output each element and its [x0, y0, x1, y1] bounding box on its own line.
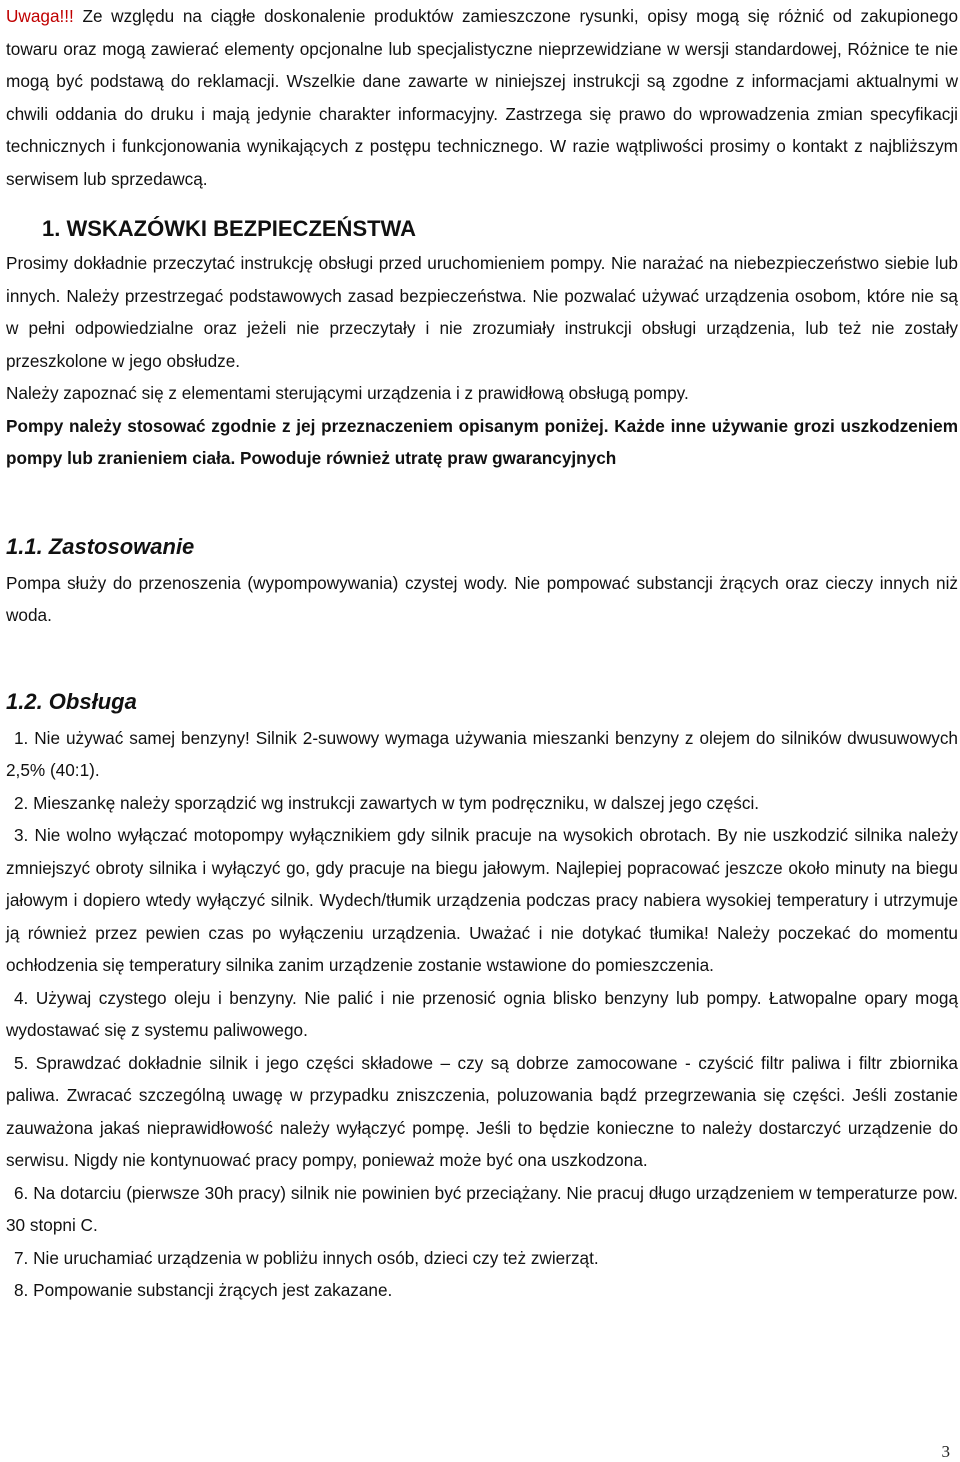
list-item-text: 5. Sprawdzać dokładnie silnik i jego części składowe – czy są dobrze zamocowane - czyścić filtr paliwa i filtr zbiornika paliwa. Zwracać szczególną uwagę w przypadku zniszczenia, poluzowania bądź przegrzewania się części. Jeśli zostanie zauważona jakaś nieprawidłowość należy wyłączyć pompę. Jeśli to będzie konieczne to należy dostarczyć urządzenie do serwisu. Nigdy nie kontynuować pracy pompy, ponieważ może być ona uszkodzona.: [6, 1052, 958, 1170]
list-item-text: 4. Używaj czystego oleju i benzyny. Nie palić i nie przenosić ognia blisko benzyny lub pompy. Łatwopalne opary mogą wydostawać się z systemu paliwowego.: [6, 987, 958, 1040]
intro-paragraph: [6, 0, 958, 195]
safety-bold-paragraph: Pompy należy stosować zgodnie z jej przeznaczeniem opisanym poniżej. Każde inne używanie grozi uszkodzeniem pompy lub zranieniem ciała. Powoduje również utratę praw gwarancyjnych: [6, 415, 958, 468]
application-paragraph: Pompa służy do przenoszenia (wypompowywania) czystej wody. Nie pompować substancji żrących oraz cieczy innych niż woda.: [6, 572, 958, 625]
list-item: [6, 1274, 958, 1307]
safety-paragraph-1: Prosimy dokładnie przeczytać instrukcję obsługi przed uruchomieniem pompy. Nie narażać na niebezpieczeństwo siebie lub innych. Należy przestrzegać podstawowych zasad bezpieczeństwa. Nie pozwalać używać urządzenia osobom, które nie są w pełni odpowiedzialne oraz jeżeli nie przeczytały i nie zrozumiały instrukcji obsługi urządzenia, lub też nie zostały przeszkolone w jego obsłudze.: [6, 253, 958, 371]
section-title-operation: 1.2. Obsługa: [6, 688, 137, 714]
list-item: [6, 787, 958, 820]
operation-list: [6, 722, 958, 1307]
list-item-text: 6. Na dotarciu (pierwsze 30h pracy) silnik nie powinien być przeciążany. Nie pracuj długo urządzeniem w temperaturze pow. 30 stopni C.: [6, 1182, 958, 1235]
warning-label: Uwaga!!!: [6, 6, 83, 26]
list-item: [6, 819, 958, 982]
list-item-text: 8. Pompowanie substancji żrących jest zakazane.: [14, 1280, 393, 1300]
list-item: [6, 982, 958, 1047]
list-item-text: 7. Nie uruchamiać urządzenia w pobliżu innych osób, dzieci czy też zwierząt.: [14, 1247, 599, 1268]
page-number: 3: [941, 1442, 950, 1461]
section-title-safety: 1. WSKAZÓWKI BEZPIECZEŃSTWA: [42, 216, 416, 241]
intro-text: Ze względu na ciągłe doskonalenie produktów zamieszczone rysunki, opisy mogą się różnić od zakupionego towaru oraz mogą zawierać elementy opcjonalne lub specjalistyczne nieprzewidziane w wersji standardowej, Różnice te nie mogą być podstawą do reklamacji. Wszelkie dane zawarte w niniejszej instrukcji są zgodne z informacjami aktualnymi w chwili oddania do druku i mają jedynie charakter informacyjny. Zastrzega się prawo do wprowadzenia zmian specyfikacji technicznych i funkcjonowania wynikających z postępu technicznego. W razie wątpliwości prosimy o kontakt z najbliższym serwisem lub sprzedawcą.: [6, 6, 959, 189]
safety-paragraph-2: Należy zapoznać się z elementami sterującymi urządzenia i z prawidłową obsługą pompy.: [6, 383, 689, 403]
document-page: [6, 0, 958, 1307]
list-item: [6, 1242, 958, 1275]
list-item: [6, 722, 958, 787]
list-item: [6, 1047, 958, 1177]
section-title-application: 1.1. Zastosowanie: [6, 533, 195, 559]
list-item-text: 2. Mieszankę należy sporządzić wg instrukcji zawartych w tym podręczniku, w dalszej jego części.: [14, 792, 760, 813]
list-item: [6, 1177, 958, 1242]
list-item-text: 3. Nie wolno wyłączać motopompy wyłącznikiem gdy silnik pracuje na wysokich obrotach. By nie uszkodzić silnika należy zmniejszyć obroty silnika i wyłączyć go, gdy pracuje na biegu jałowym. Najlepiej popracować jeszcze około minuty na biegu jałowym i dopiero wtedy wyłączyć silnik. Wydech/tłumik urządzenia podczas pracy nabiera wysokiej temperatury i utrzymuje ją również przez pewien czas po wyłączeniu urządzenia. Uważać i nie dotykać tłumika! Należy poczekać do momentu ochłodzenia się temperatury silnika zanim urządzenie zostanie wstawione do pomieszczenia.: [6, 825, 958, 975]
list-item-text: 1. Nie używać samej benzyny! Silnik 2-suwowy wymaga używania mieszanki benzyny z olejem do silników dwusuwowych 2,5% (40:1).: [6, 727, 958, 780]
